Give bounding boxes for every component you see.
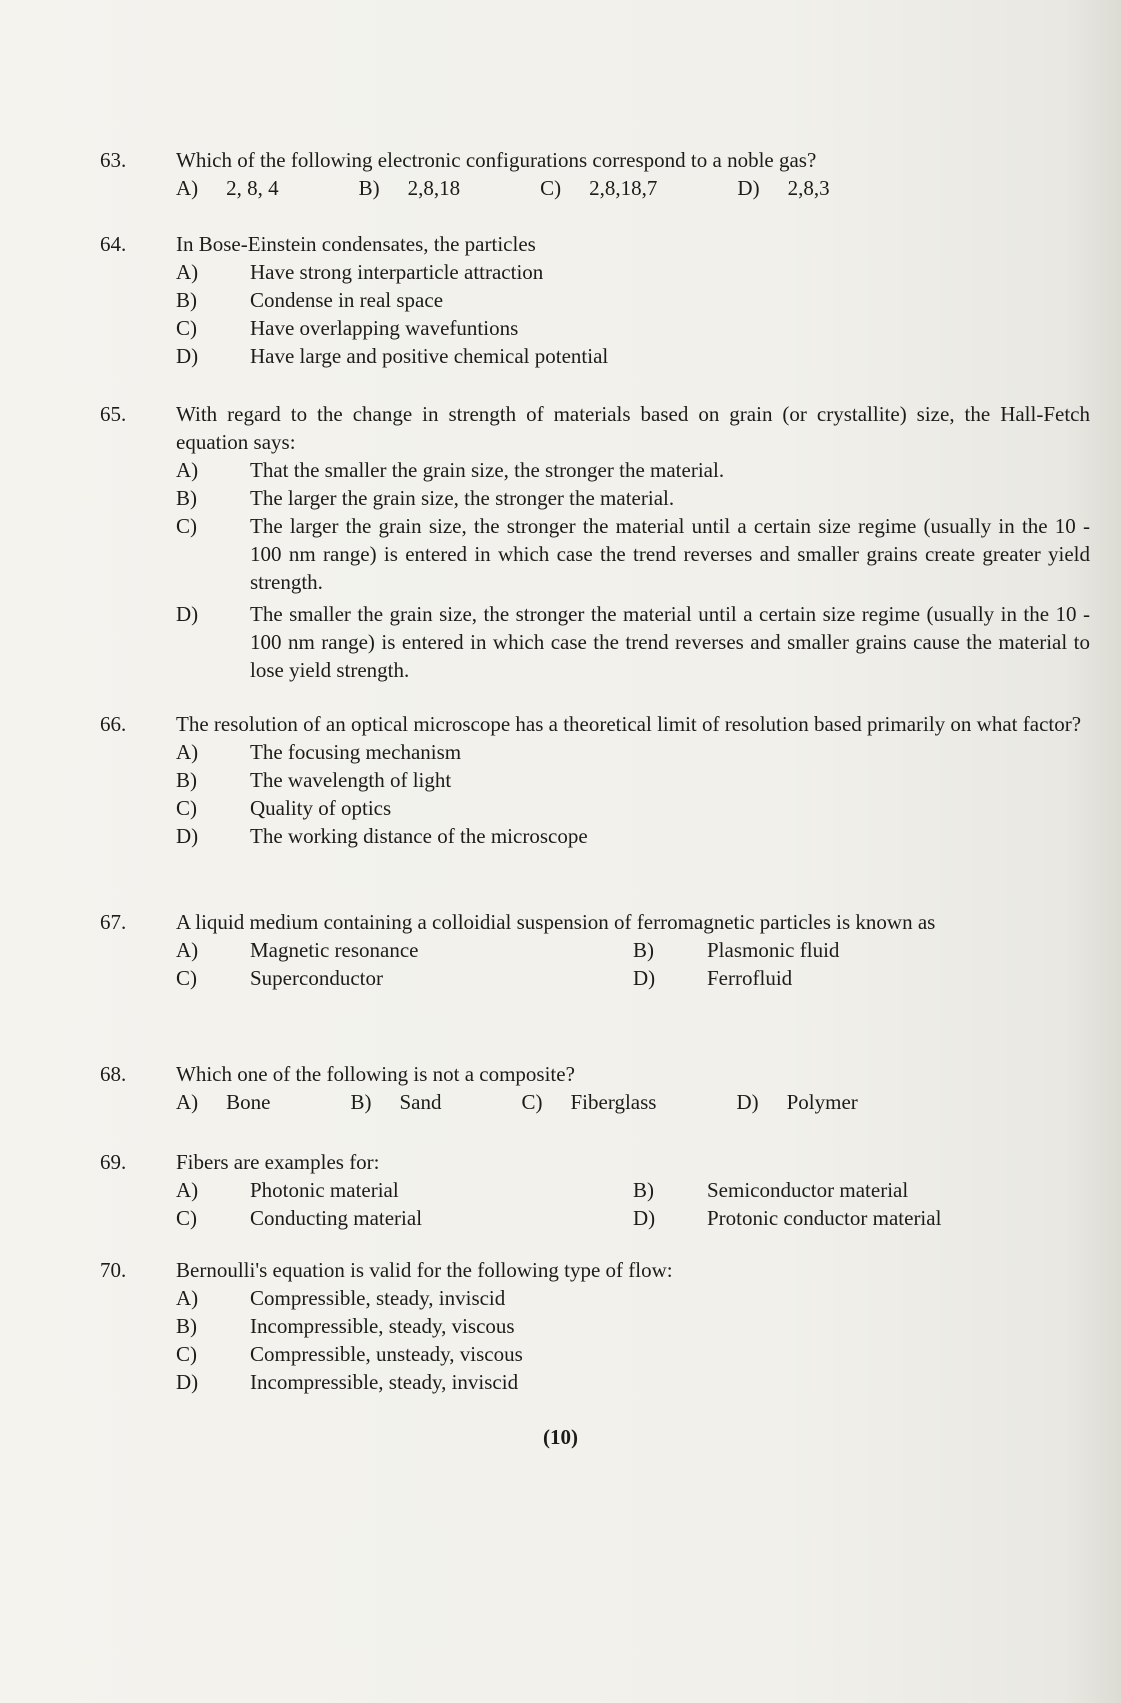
option-a (176, 1176, 633, 1204)
option-label: B) (358, 176, 380, 200)
option-text: Polymer (786, 1090, 858, 1114)
option-label: A) (176, 740, 199, 764)
option-text: Bone (226, 1090, 271, 1114)
option-text: Condense in real space (250, 288, 444, 312)
option-label: C) (176, 796, 197, 820)
option-label: D) (176, 824, 199, 848)
option-a (176, 1284, 1090, 1312)
option-label: C) (176, 514, 197, 538)
option-text: Compressible, unsteady, viscous (250, 1342, 523, 1366)
question-stem: Fibers are examples for: (176, 1150, 380, 1174)
option-text: The larger the grain size, the stronger the material. (250, 486, 675, 510)
question-stem: The resolution of an optical microscope has a theoretical limit of resolution based primarily on what factor? (176, 712, 1082, 736)
question-stem: Which one of the following is not a composite? (176, 1062, 575, 1086)
option-d (633, 964, 1090, 992)
option-text: The smaller the grain size, the stronger the material until a certain size regime (usually in the 10 - 100 nm range) is entered in which case the trend reverses and smaller grains cause the material to lose yield strength. (250, 602, 1090, 682)
question-69 (100, 1148, 1090, 1232)
option-a (176, 258, 1090, 286)
option-label: A) (176, 1178, 199, 1202)
option-label: D) (736, 1090, 759, 1114)
option-label: D) (176, 1370, 199, 1394)
option-b (176, 766, 1090, 794)
option-text: The larger the grain size, the stronger the material until a certain size regime (usually in the 10 - 100 nm range) is entered in which case the trend reverses and smaller grains create greater yield strength. (250, 514, 1090, 594)
question-number: 63. (100, 148, 127, 172)
option-d (176, 1368, 1090, 1396)
option-label: B) (176, 768, 197, 792)
option-d (633, 1204, 1090, 1232)
option-label: C) (521, 1090, 543, 1114)
question-68 (100, 1060, 1090, 1116)
option-text: Have large and positive chemical potential (250, 344, 609, 368)
question-63 (100, 146, 1090, 202)
options-row (176, 1204, 1090, 1232)
option-label: B) (633, 1178, 654, 1202)
question-stem: Which of the following electronic configurations correspond to a noble gas? (176, 148, 817, 172)
option-label: D) (633, 966, 656, 990)
option-c (176, 512, 1090, 596)
option-c (176, 794, 1090, 822)
question-number: 64. (100, 232, 127, 256)
options-row (176, 936, 1090, 964)
option-text: Ferrofluid (707, 966, 793, 990)
question-64 (100, 230, 1090, 370)
option-label: B) (633, 938, 654, 962)
question-number: 66. (100, 712, 127, 736)
option-text: Sand (399, 1090, 442, 1114)
option-d (176, 600, 1090, 684)
option-label: D) (633, 1206, 656, 1230)
options-row (176, 964, 1090, 992)
option-label: A) (176, 458, 199, 482)
page-number: (10) (543, 1425, 578, 1449)
question-70 (100, 1256, 1090, 1396)
option-b (633, 936, 1090, 964)
option-a (176, 456, 1090, 484)
option-text: The wavelength of light (250, 768, 452, 792)
question-stem: With regard to the change in strength of materials based on grain (or crystallite) size, the Hall-Fetch equation says: (176, 402, 1090, 454)
option-a (176, 936, 633, 964)
option-b (176, 1312, 1090, 1340)
option-text: Incompressible, steady, viscous (250, 1314, 515, 1338)
question-number: 65. (100, 402, 127, 426)
option-label: B) (176, 288, 197, 312)
option-text: Incompressible, steady, inviscid (250, 1370, 519, 1394)
option-text: The focusing mechanism (250, 740, 462, 764)
option-text: Fiberglass (570, 1090, 657, 1114)
option-text: 2,8,18 (407, 176, 461, 200)
question-number: 68. (100, 1062, 127, 1086)
option-c (176, 1204, 633, 1232)
option-text: 2,8,18,7 (589, 176, 658, 200)
option-text: Superconductor (250, 966, 383, 990)
option-text: Have overlapping wavefuntions (250, 316, 519, 340)
option-c (176, 964, 633, 992)
option-text: Plasmonic fluid (707, 938, 840, 962)
option-label: C) (176, 316, 197, 340)
options-row (176, 1088, 1090, 1116)
question-number: 69. (100, 1150, 127, 1174)
option-text: Protonic conductor material (707, 1206, 942, 1230)
option-text: Photonic material (250, 1178, 399, 1202)
question-number: 67. (100, 910, 127, 934)
option-text: That the smaller the grain size, the stronger the material. (250, 458, 725, 482)
question-65 (100, 400, 1090, 684)
option-label: A) (176, 1286, 199, 1310)
option-text: Compressible, steady, inviscid (250, 1286, 506, 1310)
option-b (633, 1176, 1090, 1204)
option-label: D) (176, 344, 199, 368)
option-text: 2,8,3 (787, 176, 830, 200)
options-row (176, 1176, 1090, 1204)
option-label: C) (176, 1206, 197, 1230)
question-stem: A liquid medium containing a colloidial suspension of ferromagnetic particles is known as (176, 910, 936, 934)
question-stem: In Bose-Einstein condensates, the particles (176, 232, 536, 256)
option-text: Have strong interparticle attraction (250, 260, 544, 284)
option-label: A) (176, 176, 199, 200)
options-row (176, 174, 1090, 202)
option-label: A) (176, 260, 199, 284)
option-d (176, 822, 1090, 850)
question-number: 70. (100, 1258, 127, 1282)
question-67 (100, 908, 1090, 992)
option-label: B) (176, 486, 197, 510)
option-text: Quality of optics (250, 796, 392, 820)
option-b (176, 484, 1090, 512)
option-label: D) (176, 602, 199, 626)
option-label: B) (176, 1314, 197, 1338)
option-label: A) (176, 938, 199, 962)
option-label: C) (540, 176, 562, 200)
option-d (176, 342, 1090, 370)
option-c (176, 314, 1090, 342)
option-label: A) (176, 1090, 199, 1114)
option-text: Semiconductor material (707, 1178, 909, 1202)
option-a (176, 738, 1090, 766)
option-label: D) (737, 176, 760, 200)
option-text: Magnetic resonance (250, 938, 419, 962)
question-66 (100, 710, 1090, 850)
option-label: C) (176, 966, 197, 990)
option-text: Conducting material (250, 1206, 423, 1230)
question-stem: Bernoulli's equation is valid for the following type of flow: (176, 1258, 673, 1282)
option-label: B) (350, 1090, 372, 1114)
option-c (176, 1340, 1090, 1368)
option-label: C) (176, 1342, 197, 1366)
option-text: The working distance of the microscope (250, 824, 588, 848)
option-b (176, 286, 1090, 314)
option-text: 2, 8, 4 (226, 176, 279, 200)
